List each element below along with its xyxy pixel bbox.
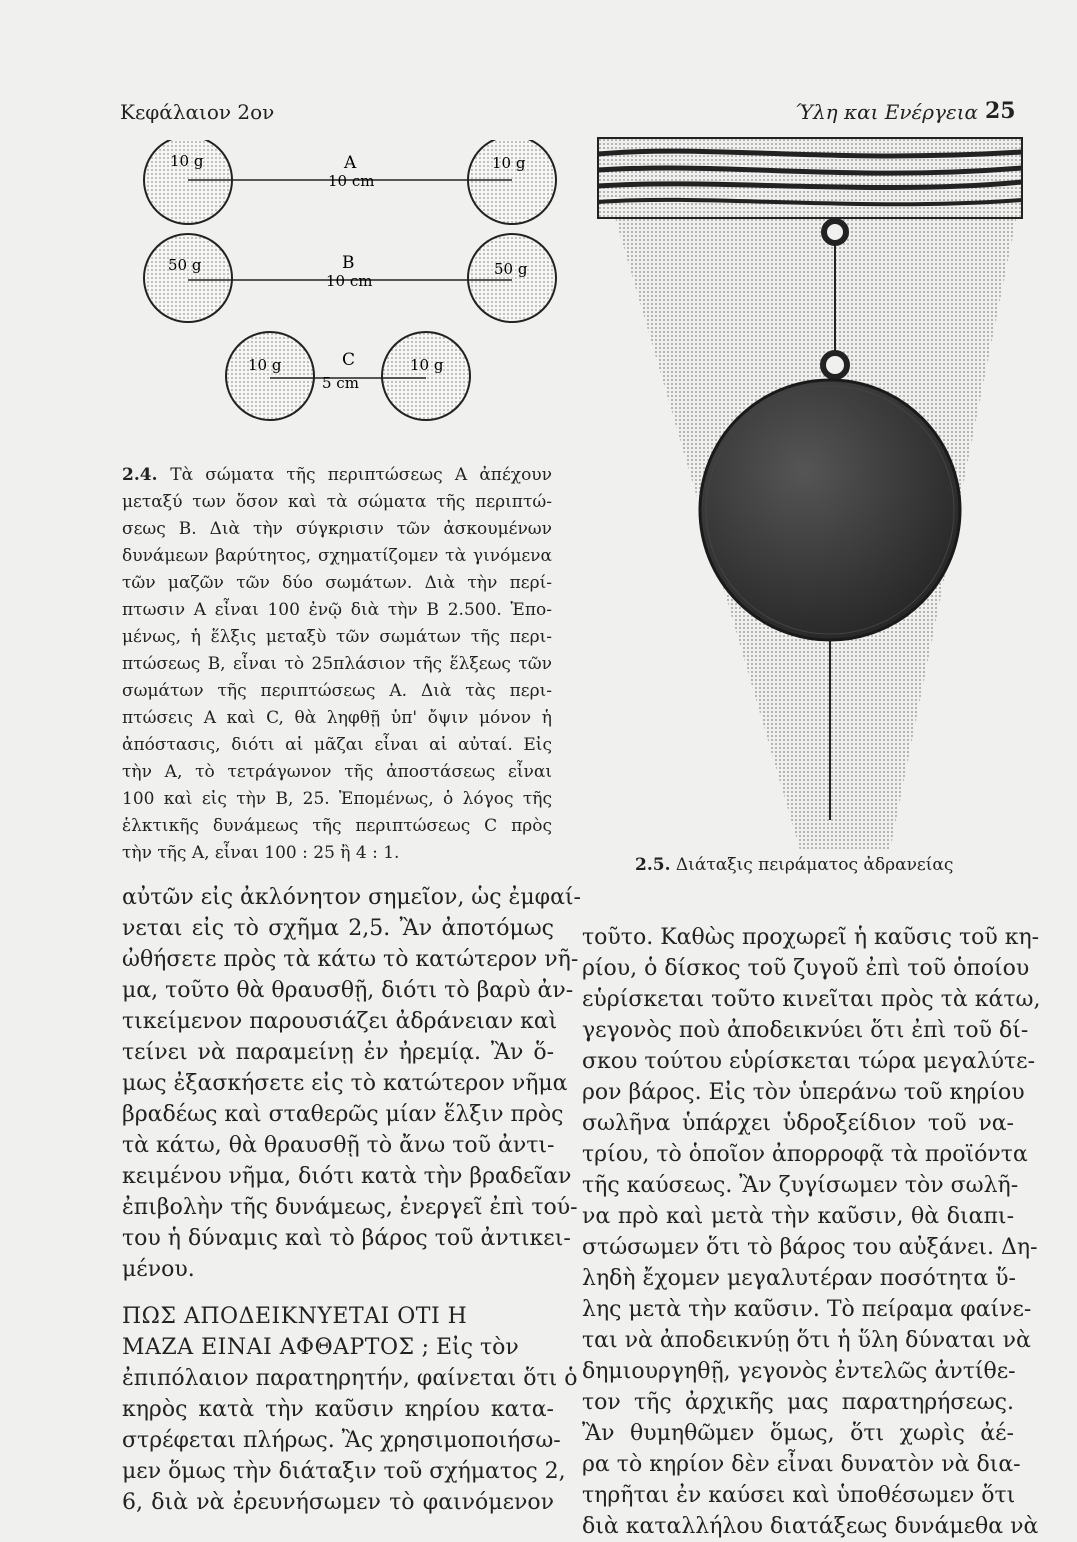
caption-text: πτώσεως Β, εἶναι τὸ 25πλάσιον τῆς ἕλξεως τῶν: [122, 654, 552, 674]
caption-text: δυνάμεων βαρύτητος, σχηματίζομεν τὰ γινόμενα: [122, 546, 552, 566]
caption-text: τὴν τῆς Α, εἶναι 100 : 25 ἢ 4 : 1.: [122, 843, 400, 863]
upper-eyelet: [824, 221, 846, 243]
text-line: λης μετὰ τὴν καῦσιν. Τὸ πείραμα φαίνε-: [582, 1297, 1032, 1322]
caption-text: σωμάτων τῆς περιπτώσεως Α. Διὰ τὰς περι-: [122, 681, 552, 701]
text-line: Ἂν θυμηθῶμεν ὅμως, ὅτι χωρὶς ἀέ-: [582, 1421, 1014, 1446]
page-number: 25: [985, 98, 1016, 124]
text-line: μα, τοῦτο θὰ θραυσθῇ, διότι τὸ βαρὺ ἀν-: [122, 978, 574, 1003]
text-line: τείνει νὰ παραμείνῃ ἐν ἠρεμίᾳ. Ἂν ὅ-: [122, 1040, 554, 1065]
mass-a-right: [468, 140, 556, 224]
text-line: γεγονὸς ποὺ ἀποδεικνύει ὅτι ἐπὶ τοῦ δί-: [582, 1018, 1029, 1043]
text-line: τρίου, τὸ ὁποῖον ἀπορροφᾷ τὰ προϊόντα: [582, 1142, 1028, 1167]
label-a-right: 10 g: [492, 154, 526, 172]
text-line: ὠθήσετε πρὸς τὰ κάτω τὸ κατώτερον νῆ-: [122, 947, 579, 972]
text-line: ρον βάρος. Εἰς τὸν ὑπεράνω τοῦ κηρίου: [582, 1080, 1025, 1105]
caption-text: πτωσιν Α εἶναι 100 ἐνῷ διὰ τὴν Β 2.500. Ἑπο-: [122, 600, 552, 620]
label-b-right: 50 g: [494, 260, 528, 278]
right-column-text: [582, 922, 1041, 1542]
left-column-text: [122, 882, 581, 1518]
figure-2-5-diagram: [590, 130, 1030, 850]
mass-c-left: [226, 332, 314, 420]
lower-eyelet: [823, 353, 847, 377]
label-a-left: 10 g: [170, 152, 204, 170]
text-line: στρέφεται πλήρως. Ἂς χρησιμοποιήσω-: [122, 1428, 561, 1453]
label-b-left: 50 g: [168, 256, 202, 274]
caption-text: τῶν μαζῶν τῶν δύο σωμάτων. Διὰ τὴν περί-: [122, 573, 552, 593]
text-line: διὰ καταλλήλου διατάξεως δυνάμεθα νὰ: [582, 1514, 1039, 1539]
text-line: εὑρίσκεται τοῦτο κινεῖται πρὸς τὰ κάτω,: [582, 987, 1041, 1012]
text-line: ται νὰ ἀποδεικνύῃ ὅτι ἡ ὕλη δύναται νὰ: [582, 1328, 1031, 1353]
text-line: κειμένου νῆμα, διότι κατὰ τὴν βραδεῖαν: [122, 1164, 572, 1189]
text-line: τοῦτο. Καθὼς προχωρεῖ ἡ καῦσις τοῦ κη-: [582, 925, 1040, 950]
caption-line: [122, 489, 552, 516]
caption-line: [122, 597, 552, 624]
letter-b: B: [342, 253, 355, 273]
caption-line: [122, 543, 552, 570]
caption-number: 2.4.: [122, 465, 171, 485]
caption-2-5: 2.5. Διάταξις πειράματος ἀδρανείας: [635, 855, 954, 875]
caption-line: [122, 516, 552, 543]
letter-a: A: [344, 153, 357, 173]
text-line: μεν ὅμως τὴν διάταξιν τοῦ σχήματος 2,: [122, 1459, 566, 1484]
text-line: βραδέως καὶ σταθερῶς μίαν ἕλξιν πρὸς: [122, 1102, 564, 1127]
text-line: 6, διὰ νὰ ἐρευνήσωμεν τὸ φαινόμενον: [122, 1490, 554, 1515]
text-line: τηρῆται ἐν καύσει καὶ ὑποθέσωμεν ὅτι: [582, 1483, 1016, 1508]
caption-line: [122, 462, 552, 489]
caption-text: μένως, ἡ ἕλξις μεταξὺ τῶν σωμάτων τῆς περι-: [122, 627, 552, 647]
caption-line: [122, 570, 552, 597]
caption-line: [122, 759, 552, 786]
text-line: τικείμενον παρουσιάζει ἀδράνειαν καὶ: [122, 1009, 558, 1034]
text-line: δημιουργηθῇ, γεγονὸς ἐντελῶς ἀντίθε-: [582, 1359, 1016, 1384]
caption-text: σεως Β. Διὰ τὴν σύγκρισιν τῶν ἀσκουμένων: [122, 519, 552, 539]
mass-c-right: [382, 332, 470, 420]
text-line: σκου τούτου εὑρίσκεται τώρα μεγαλύτε-: [582, 1049, 1036, 1074]
chapter-header: Κεφάλαιον 2ον: [120, 100, 275, 124]
caption-text: ἑλκτικῆς δυνάμεως τῆς περιπτώσεως C πρὸς: [122, 816, 552, 836]
section-heading: ΠΩΣ ΑΠΟΔΕΙΚΝΥΕΤΑΙ ΟΤΙ Η ΜΑΖΑ ΕΙΝΑΙ ΑΦΘΑΡΤΟΣ ; Εἰς τὸν: [122, 1304, 519, 1360]
text-line: ρα τὸ κηρίον δὲν εἶναι δυνατὸν νὰ δια-: [582, 1452, 1021, 1477]
caption-text: πτώσεις Α καὶ C, θὰ ληφθῇ ὑπ' ὄψιν μόνον ἡ: [122, 708, 552, 728]
figure-2-4-diagram: [130, 140, 570, 460]
text-line: ληδὴ ἔχομεν μεγαλυτέραν ποσότητα ὕ-: [582, 1266, 1016, 1291]
caption-text: ἀπόστασις, διότι αἱ μᾶζαι εἶναι αἱ αὐταί. Εἰς: [122, 735, 552, 755]
text-line: τῆς καύσεως. Ἂν ζυγίσωμεν τὸν σωλῆ-: [582, 1173, 1019, 1198]
caption-text: τὴν Α, τὸ τετράγωνον τῆς ἀποστάσεως εἶναι: [122, 762, 552, 782]
caption-text: Τὰ σώματα τῆς περιπτώσεως Α ἀπέχουν: [170, 465, 552, 485]
caption-line: [122, 705, 552, 732]
text-line: μένου.: [122, 1257, 195, 1282]
text-line: σωλῆνα ὑπάρχει ὑδροξείδιον τοῦ να-: [582, 1111, 1014, 1136]
label-c-left: 10 g: [248, 356, 282, 374]
text-line: κηρὸς κατὰ τὴν καῦσιν κηρίου κατα-: [122, 1397, 554, 1422]
caption-2-4: [122, 462, 552, 867]
text-line: τον τῆς ἀρχικῆς μας παρατηρήσεως.: [582, 1390, 1014, 1415]
heavy-ball: [700, 380, 960, 640]
mass-b-right: [468, 234, 556, 322]
distance-c: 5 cm: [322, 374, 359, 392]
mass-b-left: [144, 234, 232, 322]
caption-text: μεταξύ των ὅσον καὶ τὰ σώματα τῆς περιπτώ-: [122, 492, 552, 512]
distance-b: 10 cm: [326, 272, 373, 290]
distance-a: 10 cm: [328, 172, 375, 190]
text-line: ἐπιπόλαιον παρατηρητήν, φαίνεται ὅτι ὁ: [122, 1366, 578, 1391]
caption-line: [122, 624, 552, 651]
caption-text: 100 καὶ εἰς τὴν Β, 25. Ἑπομένως, ὁ λόγος τῆς: [122, 789, 552, 809]
caption-line: [122, 813, 552, 840]
text-line: ἐπιβολὴν τῆς δυνάμεως, ἐνεργεῖ ἐπὶ τού-: [122, 1195, 578, 1220]
text-line: τὰ κάτω, θὰ θραυσθῇ τὸ ἄνω τοῦ ἀντι-: [122, 1133, 555, 1158]
text-line: στώσωμεν ὅτι τὸ βάρος του αὐξάνει. Δη-: [582, 1235, 1038, 1260]
label-c-right: 10 g: [410, 356, 444, 374]
letter-c: C: [342, 350, 356, 370]
text-line: αὐτῶν εἰς ἀκλόνητον σημεῖον, ὡς ἐμφαί-: [122, 885, 581, 910]
caption-line: [122, 651, 552, 678]
text-line: μως ἐξασκήσετε εἰς τὸ κατώτερον νῆμα: [122, 1071, 568, 1096]
section-header: Ύλη και Ενέργεια: [795, 100, 979, 124]
caption-line: [122, 732, 552, 759]
text-line: νεται εἰς τὸ σχῆμα 2,5. Ἂν ἀποτόμως: [122, 916, 554, 941]
caption-line: [122, 678, 552, 705]
caption-line: [122, 840, 552, 867]
text-line: ρίου, ὁ δίσκος τοῦ ζυγοῦ ἐπὶ τοῦ ὁποίου: [582, 956, 1030, 981]
text-line: να πρὸ καὶ μετὰ τὴν καῦσιν, θὰ διαπι-: [582, 1204, 1014, 1229]
text-line: του ἡ δύναμις καὶ τὸ βάρος τοῦ ἀντικει-: [122, 1226, 571, 1251]
caption-line: [122, 786, 552, 813]
